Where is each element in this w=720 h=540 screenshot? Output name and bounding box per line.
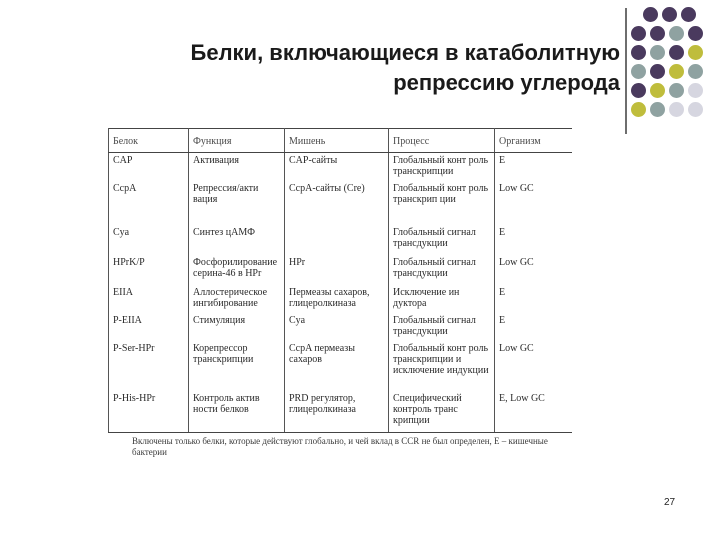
table-row: [109, 153, 573, 181]
dot-icon: [631, 83, 646, 98]
cell-process: Глобальный конт роль транскрипции: [389, 153, 495, 181]
cell-protein: EIIA: [109, 285, 189, 313]
cell-process: Глобальный конт роль транскрип ции: [389, 181, 495, 225]
dot-icon: [631, 45, 646, 60]
dot-icon: [650, 102, 665, 117]
dot-icon: [669, 102, 684, 117]
dot-icon: [643, 7, 658, 22]
scanned-table-image: [108, 128, 572, 480]
header-function: Функция: [189, 129, 285, 153]
cell-target: CcpA-сайты (Cre): [285, 181, 389, 225]
dot-icon: [688, 26, 703, 41]
title-divider: [625, 8, 627, 134]
dot-icon: [688, 64, 703, 79]
header-protein: Белок: [109, 129, 189, 153]
dot-icon: [650, 83, 665, 98]
table-row: [109, 285, 573, 313]
cell-organism: Low GC: [495, 181, 573, 225]
page-number: 27: [664, 497, 676, 508]
decorative-dot-grid: [631, 7, 711, 129]
cell-organism: Low GC: [495, 255, 573, 285]
dot-icon: [650, 45, 665, 60]
cell-target: CcpA пермеазы сахаров: [285, 341, 389, 391]
cell-protein: P-Ser-HPr: [109, 341, 189, 391]
dot-icon: [631, 102, 646, 117]
cell-organism: E, Low GC: [495, 391, 573, 433]
table-row: [109, 313, 573, 341]
cell-protein: P-EIIA: [109, 313, 189, 341]
dot-icon: [631, 64, 646, 79]
cell-function: Корепрессор транскрипции: [189, 341, 285, 391]
cell-target: HPr: [285, 255, 389, 285]
dot-icon: [631, 26, 646, 41]
dot-icon: [662, 7, 677, 22]
cell-process: Глобальный сигнал трансдукции: [389, 313, 495, 341]
dot-icon: [669, 45, 684, 60]
cell-function: Репрессия/акти вация: [189, 181, 285, 225]
cell-process: Глобальный конт роль транскрипции и исключение индукции: [389, 341, 495, 391]
cell-protein: CcpA: [109, 181, 189, 225]
cell-function: Аллостерическое ингибирование: [189, 285, 285, 313]
cell-organism: Low GC: [495, 341, 573, 391]
slide-title-line1: Белки, включающиеся в катаболитную: [190, 40, 620, 65]
cell-process: Глобальный сигнал трансдукции: [389, 225, 495, 255]
dot-icon: [650, 26, 665, 41]
cell-protein: CAP: [109, 153, 189, 181]
cell-organism: E: [495, 313, 573, 341]
cell-target: CAP-сайты: [285, 153, 389, 181]
dot-icon: [688, 83, 703, 98]
cell-process: Специфический контроль транс крипции: [389, 391, 495, 433]
cell-organism: E: [495, 225, 573, 255]
dot-icon: [669, 26, 684, 41]
cell-protein: Cya: [109, 225, 189, 255]
cell-function: Фосфорилирование серина-46 в HPr: [189, 255, 285, 285]
table-row: [109, 181, 573, 225]
protein-table: [108, 128, 572, 433]
dot-icon: [669, 64, 684, 79]
cell-target: Cya: [285, 313, 389, 341]
cell-target: Пермеазы сахаров, глицеролкиназа: [285, 285, 389, 313]
table-row: [109, 341, 573, 391]
cell-function: Активация: [189, 153, 285, 181]
slide-title: [100, 38, 620, 98]
cell-function: Стимуляция: [189, 313, 285, 341]
cell-function: Контроль актив ности белков: [189, 391, 285, 433]
table-row: [109, 225, 573, 255]
cell-protein: P-His-HPr: [109, 391, 189, 433]
cell-target: PRD регулятор, глицеролкиназа: [285, 391, 389, 433]
table-footnote: Включены только белки, которые действуют глобально, и чей вклад в CCR не был определен, E – кишечные бактерии: [132, 436, 548, 457]
slide-title-line2: репрессию углерода: [393, 70, 620, 95]
header-organism: Организм: [495, 129, 573, 153]
table-row: [109, 255, 573, 285]
header-target: Мишень: [285, 129, 389, 153]
dot-icon: [669, 83, 684, 98]
cell-process: Глобальный сигнал трансдукции: [389, 255, 495, 285]
header-process: Процесс: [389, 129, 495, 153]
cell-organism: E: [495, 285, 573, 313]
cell-function: Синтез цАМФ: [189, 225, 285, 255]
cell-organism: E: [495, 153, 573, 181]
cell-protein: HPrK/P: [109, 255, 189, 285]
dot-icon: [681, 7, 696, 22]
cell-target: [285, 225, 389, 255]
table-row: [109, 391, 573, 433]
dot-icon: [650, 64, 665, 79]
cell-process: Исключение ин дуктора: [389, 285, 495, 313]
dot-icon: [688, 102, 703, 117]
dot-icon: [688, 45, 703, 60]
table-header-row: [109, 129, 573, 153]
